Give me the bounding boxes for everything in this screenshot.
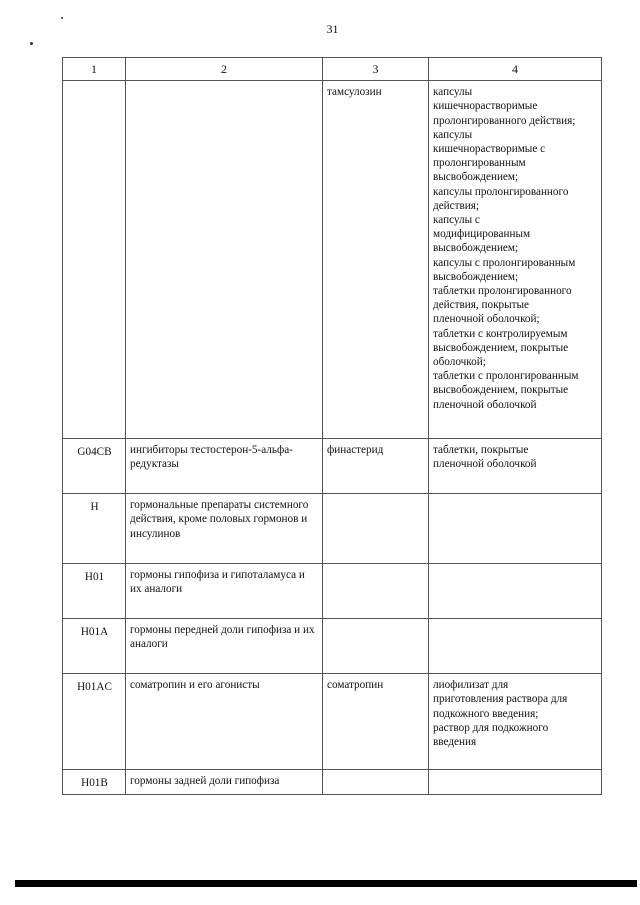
dosage-form-line: высвобождением; [433, 171, 519, 184]
dosage-form-line: оболочкой; [433, 356, 486, 369]
cell-dosage-forms [429, 494, 602, 564]
dosage-form-line: кишечнорастворимые с [433, 143, 546, 156]
cell-dosage-forms [429, 564, 602, 619]
scan-speck [30, 42, 33, 45]
cell-group: ингибиторы тестостерон-5-альфа-редуктазы [126, 439, 323, 494]
cell-group: соматропин и его агонисты [126, 674, 323, 770]
table-row [63, 81, 602, 439]
table-row [63, 619, 602, 674]
cell-group: гормоны гипофиза и гипоталамуса и их аналоги [126, 564, 323, 619]
header-row [63, 58, 602, 81]
dosage-form-line: таблетки с контролируемым [433, 327, 568, 340]
column-header-4: 4 [429, 58, 602, 81]
cell-drug: финастерид [323, 439, 429, 494]
cell-code: H [63, 494, 126, 564]
dosage-form-line: высвобождением, покрытые [433, 384, 569, 397]
cell-code: H01 [63, 564, 126, 619]
cell-dosage-forms [429, 674, 602, 770]
cell-drug [323, 564, 429, 619]
dosage-form-line: действия; [433, 199, 480, 212]
cell-dosage-forms [429, 81, 602, 439]
cell-drug [323, 619, 429, 674]
dosage-form-line: капсулы пролонгированного [433, 185, 569, 198]
dosage-form-line: высвобождением; [433, 270, 519, 283]
cell-drug [323, 770, 429, 795]
dosage-form-line: капсулы с пролонгированным [433, 256, 576, 269]
column-header-1: 1 [63, 58, 126, 81]
dosage-form-line: раствор для подкожного [433, 721, 549, 734]
column-header-3: 3 [323, 58, 429, 81]
dosage-form-line: подкожного введения; [433, 707, 539, 720]
cell-code: H01AC [63, 674, 126, 770]
dosage-form-line: приготовления раствора для [433, 693, 568, 706]
dosage-form-line: пролонгированным [433, 157, 526, 170]
cell-code: H01B [63, 770, 126, 795]
dosage-form-line: модифицированным [433, 228, 531, 241]
cell-drug [323, 494, 429, 564]
dosage-form-line: пленочной оболочкой; [433, 313, 540, 326]
page-number: 31 [326, 22, 339, 36]
table-row [63, 494, 602, 564]
dosage-form-line: высвобождением, покрытые [433, 341, 569, 354]
dosage-form-line: капсулы с [433, 214, 480, 227]
dosage-form-line: кишечнорастворимые [433, 100, 538, 113]
cell-group: гормоны передней доли гипофиза и их аналоги [126, 619, 323, 674]
dosage-form-line: капсулы [433, 86, 473, 99]
dosage-form-line: пленочной оболочкой [433, 458, 537, 471]
cell-dosage-forms [429, 439, 602, 494]
dosage-form-line: высвобождением; [433, 242, 519, 255]
dosage-form-line: таблетки пролонгированного [433, 285, 572, 298]
table-row [63, 564, 602, 619]
dosage-form-line: введения [433, 736, 477, 749]
cell-dosage-forms [429, 619, 602, 674]
bottom-rule [15, 880, 637, 887]
cell-dosage-forms [429, 770, 602, 795]
dosage-form-line: лиофилизат для [433, 679, 509, 692]
dosage-form-line: таблетки с пролонгированным [433, 370, 579, 383]
cell-code [63, 81, 126, 439]
cell-group: гормоны задней доли гипофиза [126, 770, 323, 795]
dosage-form-line: капсулы [433, 128, 473, 141]
table-row [63, 770, 602, 795]
cell-drug: тамсулозин [323, 81, 429, 439]
table-row [63, 674, 602, 770]
table-row [63, 439, 602, 494]
cell-code: G04CB [63, 439, 126, 494]
drug-table [62, 57, 602, 795]
column-header-2: 2 [126, 58, 323, 81]
cell-group [126, 81, 323, 439]
cell-code: H01A [63, 619, 126, 674]
dosage-form-line: действия, покрытые [433, 299, 530, 312]
scan-speck [61, 17, 63, 19]
cell-drug: соматропин [323, 674, 429, 770]
dosage-form-line: пленочной оболочкой [433, 398, 537, 411]
dosage-form-line: пролонгированного действия; [433, 114, 576, 127]
cell-group: гормональные препараты системного действия, кроме половых гормонов и инсулинов [126, 494, 323, 564]
dosage-form-line: таблетки, покрытые [433, 444, 529, 457]
